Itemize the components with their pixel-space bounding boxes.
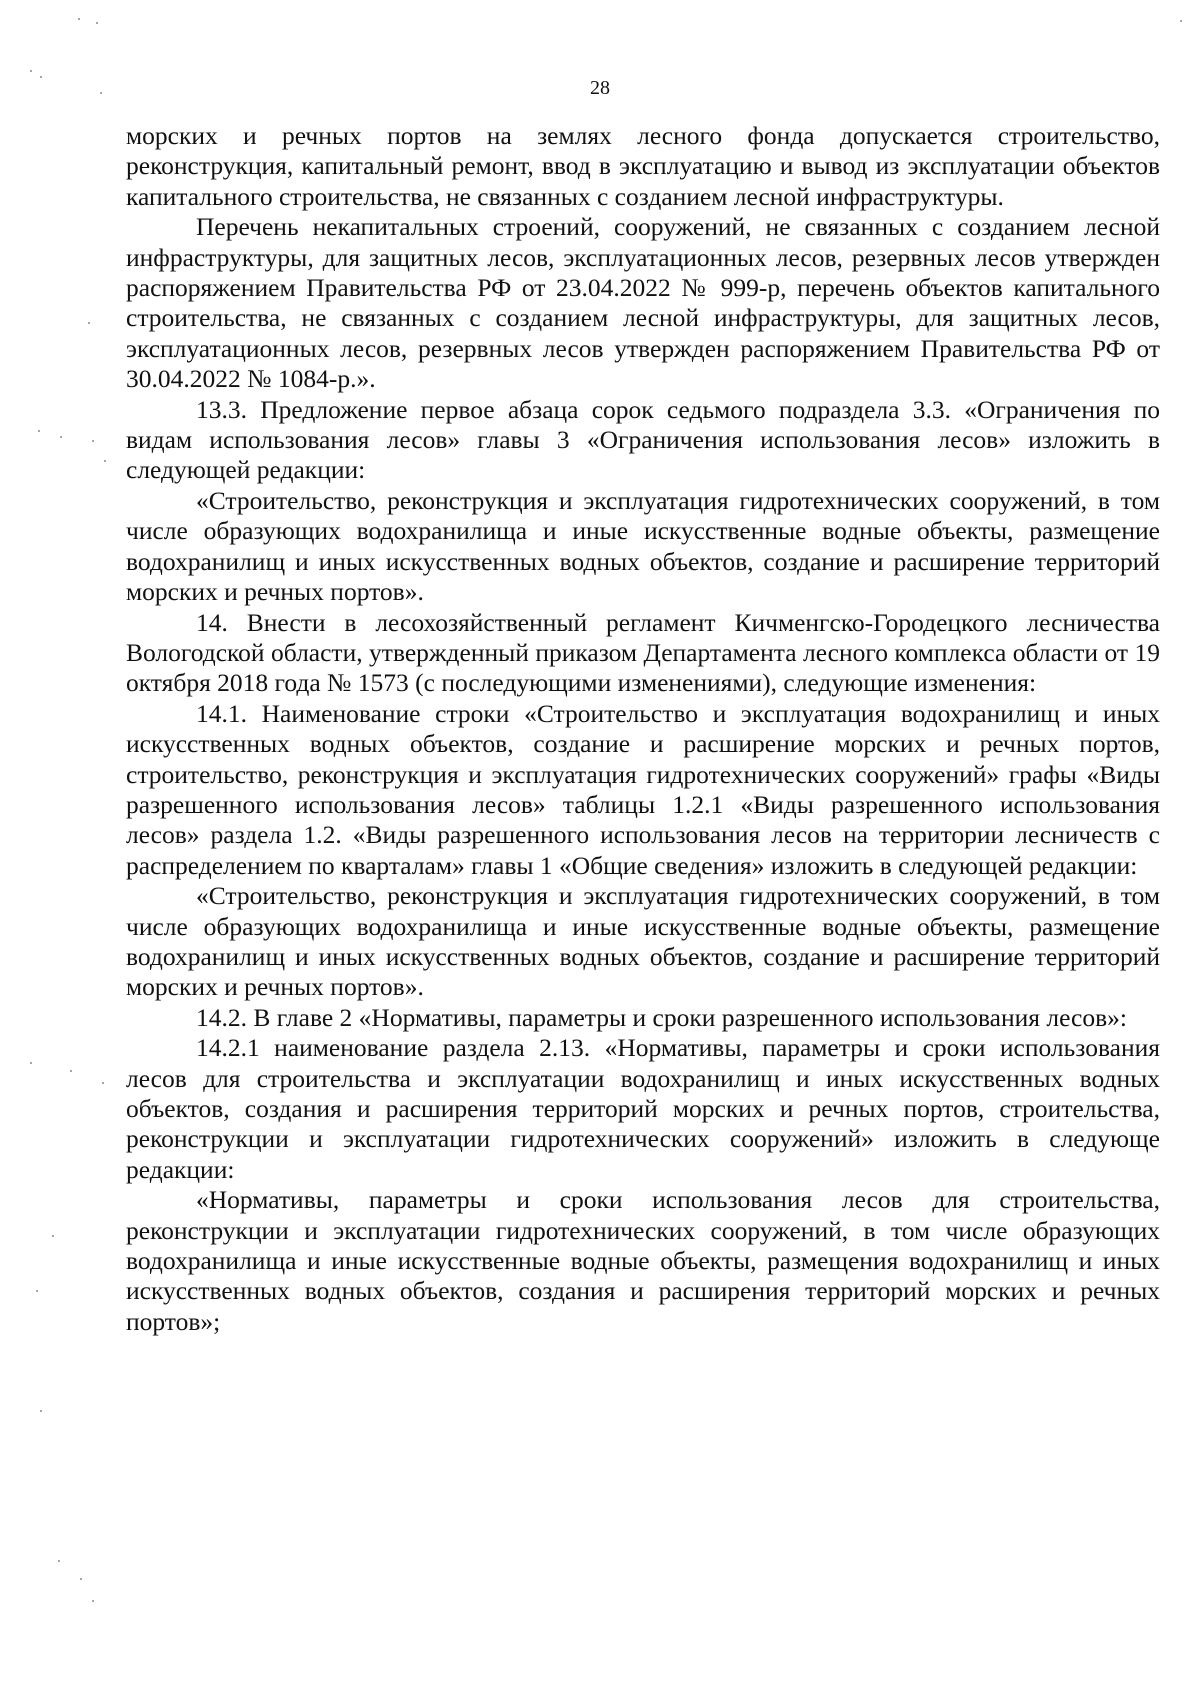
paragraph-14-1: 14.1. Наименование строки «Строительство и эксплуатация водохранилищ и иных искусственных водных объектов, создание и расширение морских и речных портов, строительство, реконструкция и эксплуатация гидротехнических сооружений» графы «Виды разрешенного использования лесов» таблицы 1.2.1 «Виды разрешенного использования лесов» раздела 1.2. «Виды разрешенного использования лесов на территории лесничеств с распределением по кварталам» главы 1 «Общие сведения» изложить в следующей редакции: xyxy=(126,698,1160,880)
paragraph-continuation: морских и речных портов на землях лесного фонда допускается строительство, реконструкция, капитальный ремонт, ввод в эксплуатацию и вывод из эксплуатации объектов капитального строительства, не связанных с созданием лесной инфраструктуры. xyxy=(126,121,1160,211)
paragraph-14-2: 14.2. В главе 2 «Нормативы, параметры и сроки разрешенного использования лесов»: xyxy=(196,1002,1127,1032)
paragraph-14: 14. Внести в лесохозяйственный регламент Кичменгско-Городецкого лесничества Вологодской области, утвержденный приказом Департамента лесного комплекса области от 19 октября 2018 года № 1573 (с последующими изменениями), следующие изменения: xyxy=(126,607,1160,698)
paragraph-13-3: 13.3. Предложение первое абзаца сорок седьмого подраздела 3.3. «Ограничения по видам использования лесов» главы 3 «Ограничения использования лесов» изложить в следующей редакции: xyxy=(126,394,1160,485)
paragraph-quote-1: «Строительство, реконструкция и эксплуатация гидротехнических сооружений, в том числе образующих водохранилища и иные искусственные водные объекты, размещение водохранилищ и иных искусственных водных объектов, создание и расширение территорий морских и речных портов». xyxy=(126,485,1160,607)
paragraph-quote-3: «Нормативы, параметры и сроки использования лесов для строительства, реконструкции и эксплуатации гидротехнических сооружений, в том числе образующих водохранилища и иные искусственные водные объекты, размещения водохранилищ и иных искусственных водных объектов, создания и расширения территорий морских и речных портов»; xyxy=(126,1185,1160,1336)
paragraph-quote-2: «Строительство, реконструкция и эксплуатация гидротехнических сооружений, в том числе образующих водохранилища и иные искусственные водные объекты, размещение водохранилищ и иных искусственных водных объектов, создание и расширение территорий морских и речных портов». xyxy=(126,881,1160,1002)
page-number: 28 xyxy=(590,77,610,99)
paragraph-14-2-1: 14.2.1 наименование раздела 2.13. «Нормативы, параметры и сроки использования лесов для строительства и эксплуатации водохранилищ и иных искусственных водных объектов, создания и расширения территорий морских и речных портов, строительства, реконструкции и эксплуатации гидротехнических сооружений» изложить в следующе редакции: xyxy=(126,1033,1160,1184)
paragraph-list-of-structures: Перечень некапитальных строений, сооружений, не связанных с созданием лесной инфраструктуры, для защитных лесов, эксплуатационных лесов, резервных лесов утвержден распоряжением Правительства РФ от 23.04.2022 № 999-р, перечень объектов капитального строительства, не связанных с созданием лесной инфраструктуры, для защитных лесов, эксплуатационных лесов, резервных лесов утвержден распоряжением Правительства РФ от 30.04.2022 № 1084-р.». xyxy=(126,212,1160,394)
document-body xyxy=(126,121,1160,1337)
